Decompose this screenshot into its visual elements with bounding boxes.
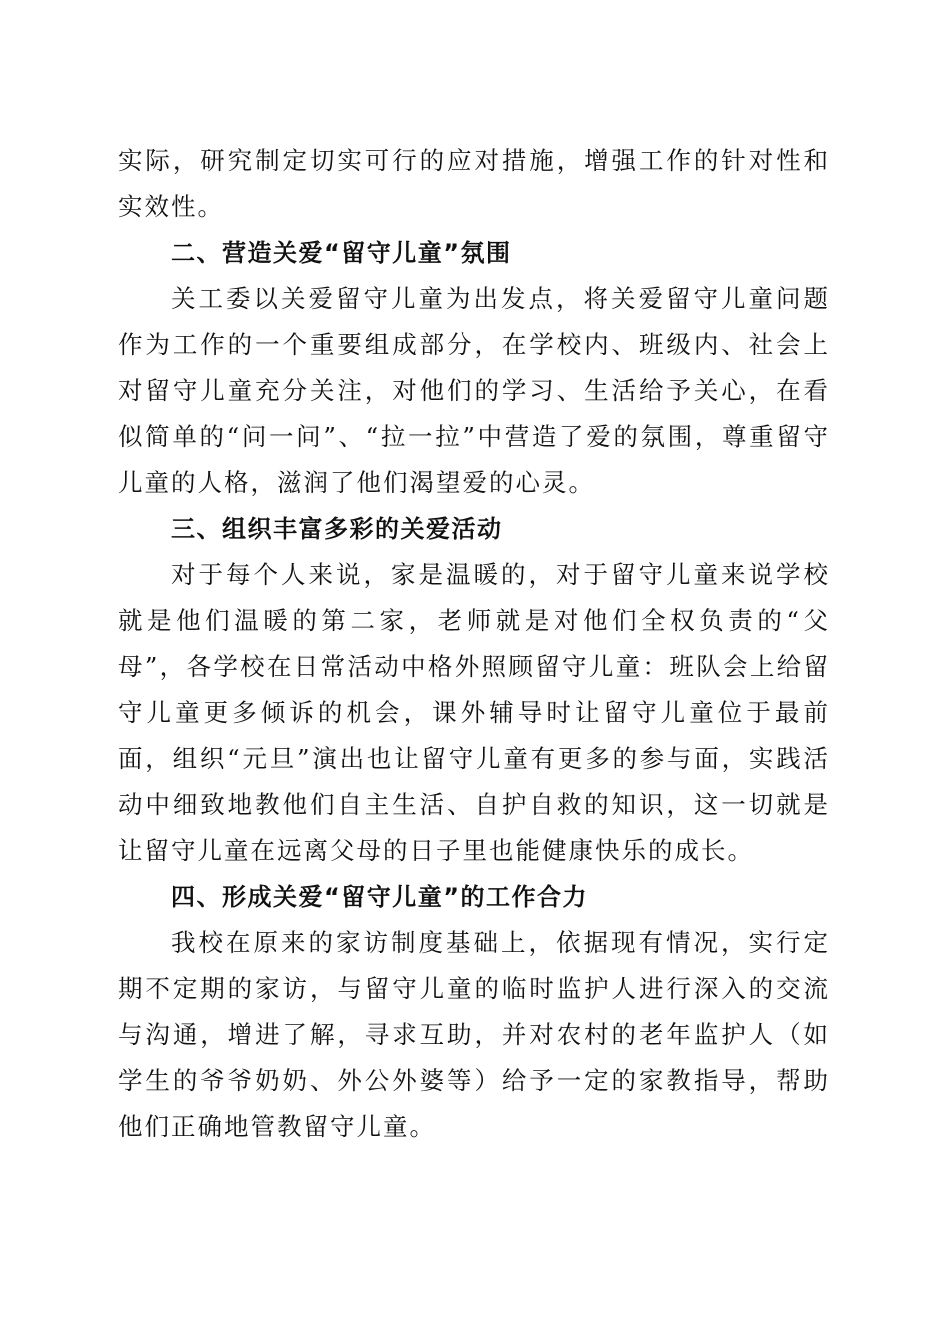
section-heading-2: 二、营造关爱“留守儿童”氛围: [171, 239, 512, 267]
document-body: [118, 138, 830, 1150]
paragraph-section-2: 关工委以关爱留守儿童为出发点，将关爱留守儿童问题作为工作的一个重要组成部分，在学校内、班级内、社会上对留守儿童充分关注，对他们的学习、生活给予关心，在看似简单的“问一问”、“拉一拉”中营造了爱的氛围，尊重留守儿童的人格，滋润了他们渴望爱的心灵。: [118, 284, 830, 497]
section-heading-4: 四、形成关爱“留守儿童”的工作合力: [171, 883, 589, 911]
paragraph-section-3: 对于每个人来说，家是温暖的，对于留守儿童来说学校就是他们温暖的第二家，老师就是对他们全权负责的“父母”，各学校在日常活动中格外照顾留守儿童：班队会上给留守儿童更多倾诉的机会，课外辅导时让留守儿童位于最前面，组织“元旦”演出也让留守儿童有更多的参与面，实践活动中细致地教他们自主生活、自护自救的知识，这一切就是让留守儿童在远离父母的日子里也能健康快乐的成长。: [118, 560, 830, 865]
paragraph-continuation: 实际，研究制定切实可行的应对措施，增强工作的针对性和实效性。: [118, 146, 830, 221]
paragraph-section-4: 我校在原来的家访制度基础上，依据现有情况，实行定期不定期的家访，与留守儿童的临时监护人进行深入的交流与沟通，增进了解，寻求互助，并对农村的老年监护人（如学生的爷爷奶奶、外公外婆等）给予一定的家教指导，帮助他们正确地管教留守儿童。: [118, 928, 830, 1141]
section-heading-3: 三、组织丰富多彩的关爱活动: [171, 515, 503, 543]
